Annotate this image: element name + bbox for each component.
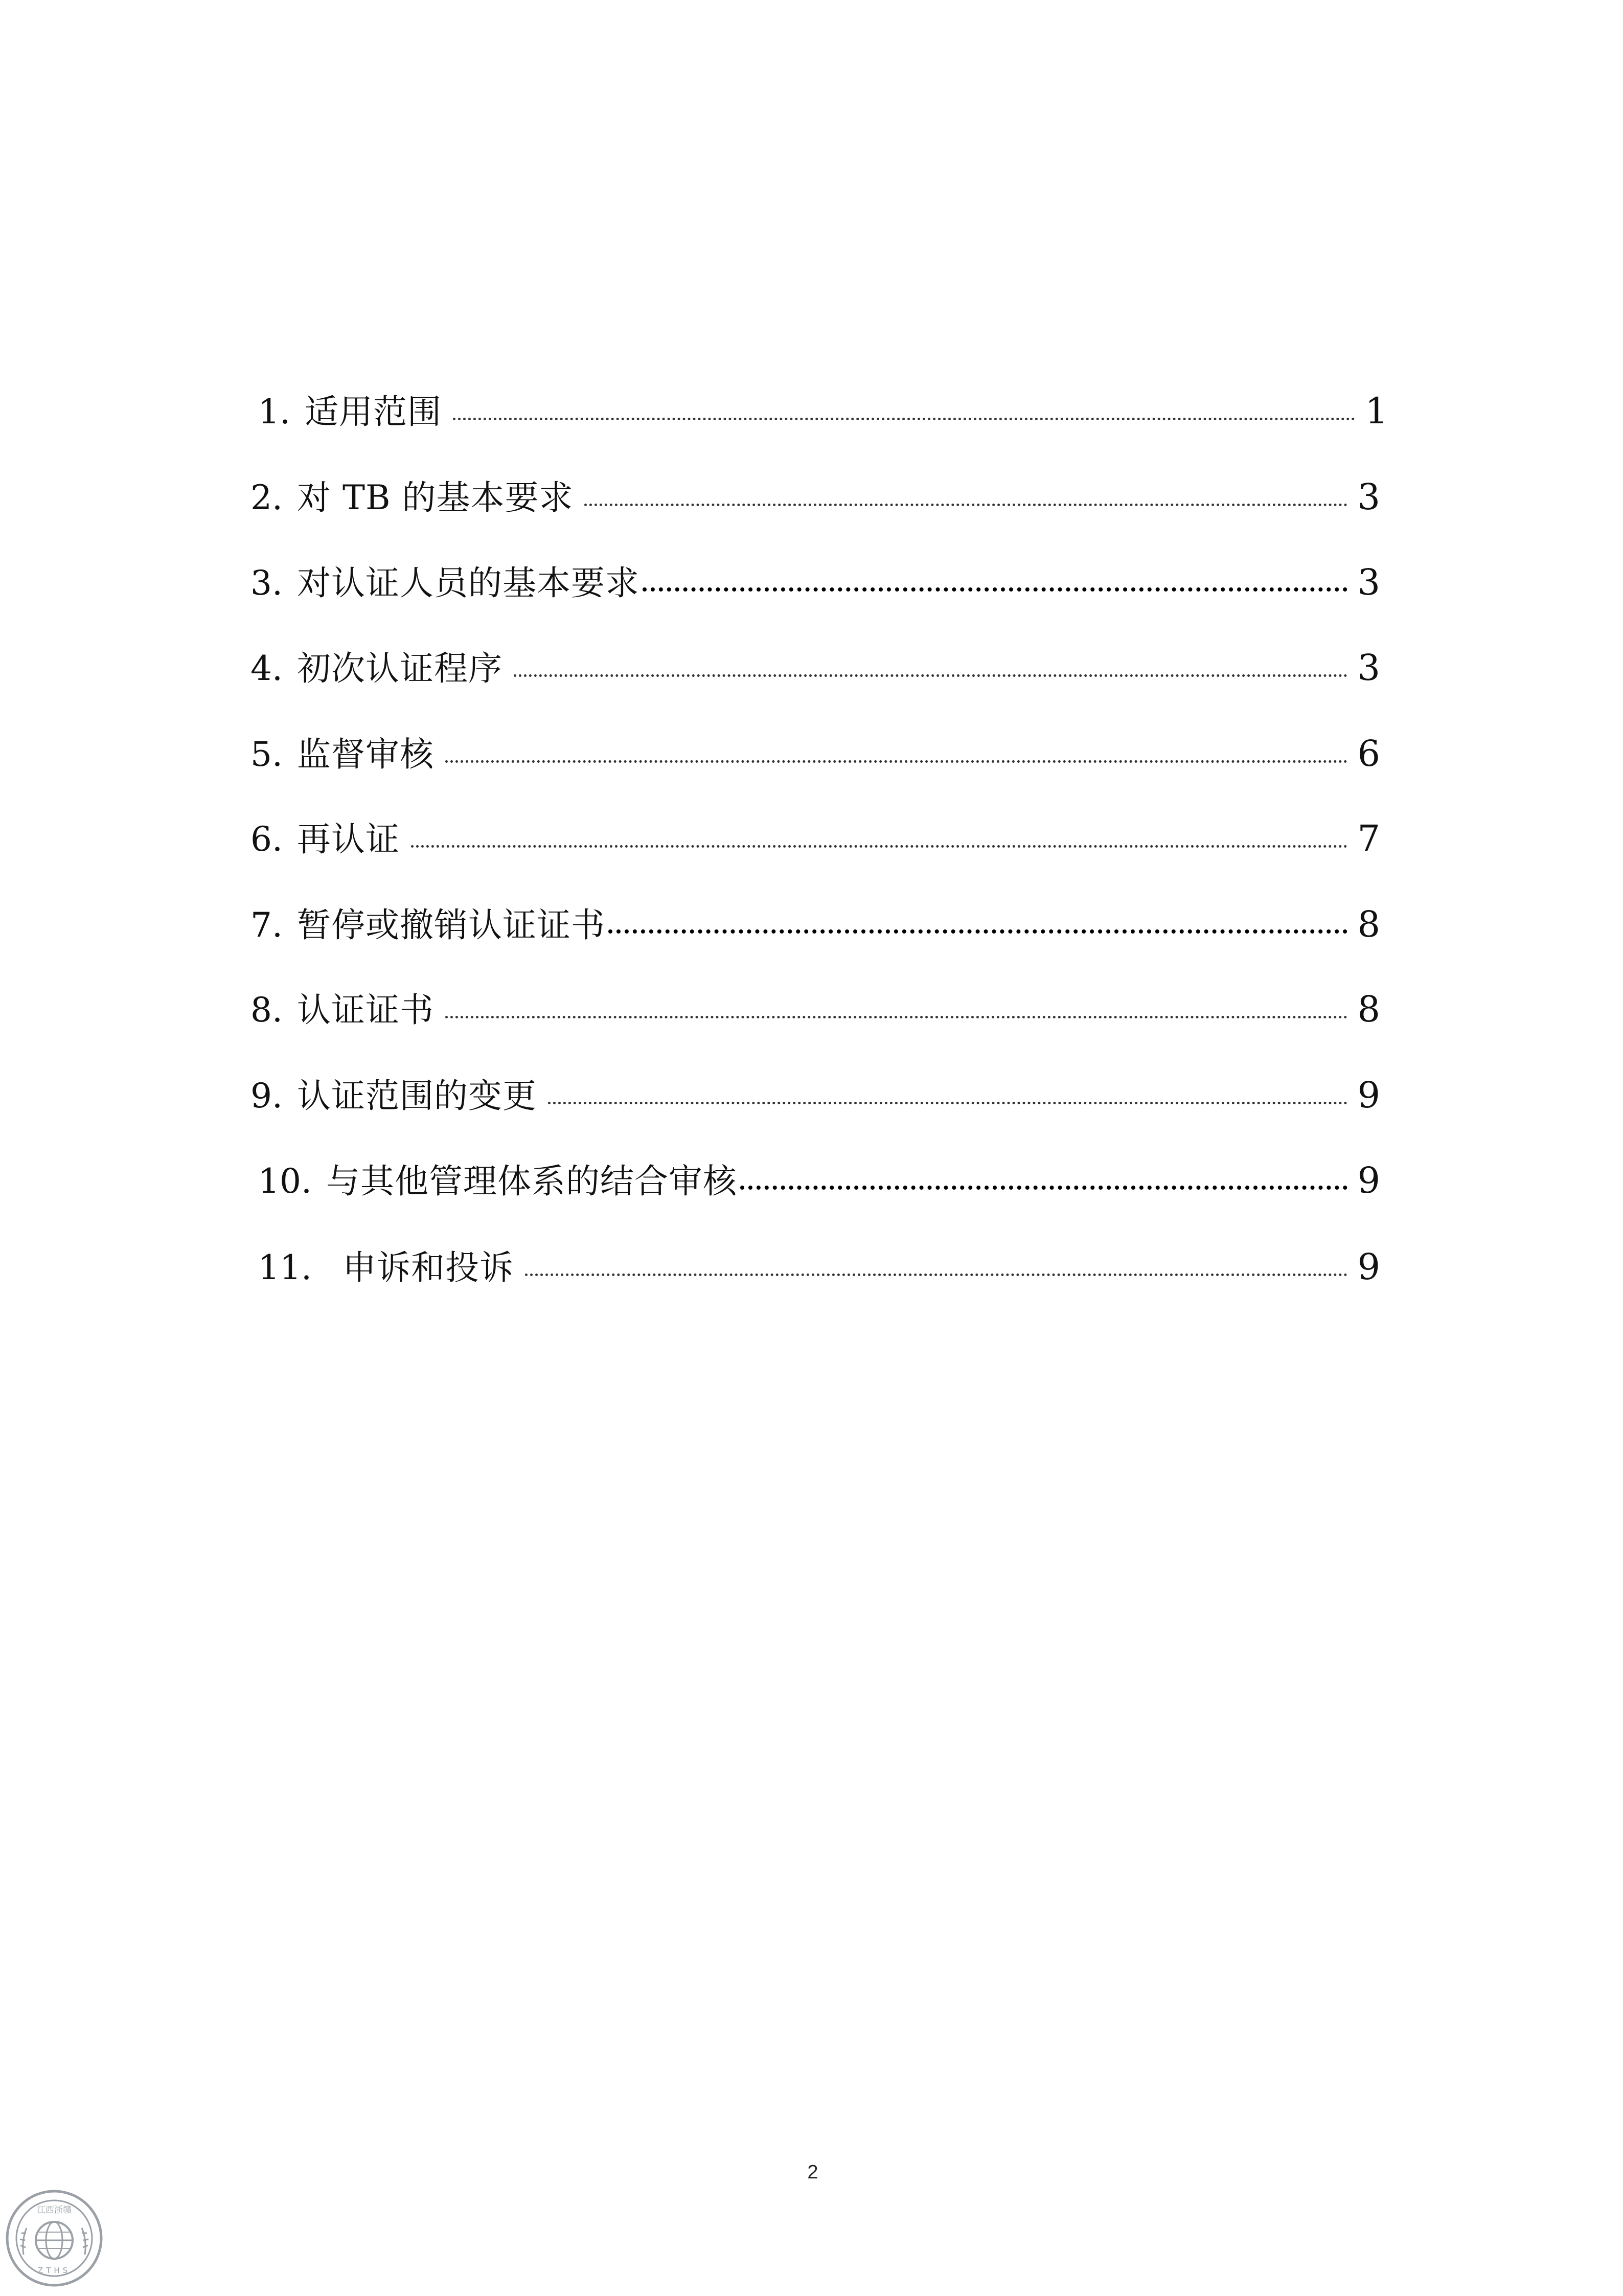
seal-top-text: 江西浙赣 <box>37 2205 72 2215</box>
page-number: 2 <box>807 2162 818 2183</box>
dot-leader <box>584 504 1347 506</box>
toc-entry-title: 再认证 <box>296 820 400 859</box>
toc-entry-number: 5. <box>250 735 283 774</box>
toc-entry-3[interactable] <box>250 557 1380 608</box>
toc-entry-page: 3 <box>1357 561 1380 603</box>
toc-entry-11[interactable] <box>258 1241 1380 1292</box>
toc-entry-4[interactable] <box>250 642 1380 693</box>
seal-bottom-text: ZTHS <box>37 2266 71 2275</box>
toc-entry-page: 1 <box>1365 390 1388 432</box>
dot-leader <box>514 674 1347 677</box>
toc-entry-title: 与其他管理体系的结合审核 <box>326 1162 737 1201</box>
toc-entry-page: 9 <box>1357 1246 1380 1288</box>
toc-entry-page: 8 <box>1357 988 1380 1030</box>
dot-leader <box>740 1186 1347 1190</box>
dot-leader <box>525 1274 1347 1276</box>
toc-entry-10[interactable] <box>258 1155 1380 1206</box>
toc-entry-page: 6 <box>1357 733 1380 775</box>
toc-entry-title: 认证证书 <box>296 990 434 1030</box>
toc-entry-number: 6. <box>250 820 283 859</box>
toc-entry-number: 3. <box>250 563 283 603</box>
toc-entry-5[interactable] <box>250 728 1380 779</box>
toc-entry-number: 9. <box>250 1076 283 1116</box>
dot-leader <box>445 1016 1347 1018</box>
toc-entry-7[interactable] <box>250 899 1380 950</box>
toc-entry-title: 申诉和投诉 <box>342 1248 514 1287</box>
organization-seal-icon <box>3 2187 105 2289</box>
toc-entry-6[interactable] <box>250 813 1380 864</box>
toc-entry-1[interactable] <box>258 385 1388 437</box>
toc-entry-page: 9 <box>1357 1160 1380 1201</box>
toc-entry-title: 对 TB 的基本要求 <box>296 478 574 517</box>
toc-entry-page: 7 <box>1357 817 1380 859</box>
dot-leader <box>411 845 1347 848</box>
toc-entry-9[interactable] <box>250 1070 1380 1121</box>
toc-entry-page: 3 <box>1357 476 1380 518</box>
toc-entry-title: 监督审核 <box>296 735 434 774</box>
toc-entry-title: 初次认证程序 <box>296 649 502 688</box>
toc-entry-page: 9 <box>1357 1074 1380 1116</box>
dot-leader <box>445 760 1347 763</box>
toc-entry-title: 适用范围 <box>304 392 442 431</box>
toc-entry-number: 1. <box>258 392 290 431</box>
toc-entry-number: 4. <box>250 649 283 688</box>
dot-leader <box>548 1102 1347 1104</box>
dot-leader <box>643 587 1347 592</box>
toc-entry-8[interactable] <box>250 984 1380 1035</box>
toc-entry-page: 8 <box>1357 903 1380 945</box>
toc-entry-number: 7. <box>250 905 283 945</box>
toc-entry-title: 暂停或撤销认证证书 <box>296 905 605 945</box>
toc-entry-number: 8. <box>250 990 283 1030</box>
toc-entry-number: 2. <box>250 478 283 517</box>
dot-leader <box>608 929 1347 934</box>
toc-entry-2[interactable] <box>250 471 1380 522</box>
toc-entry-number: 10. <box>258 1162 312 1201</box>
toc-entry-page: 3 <box>1357 647 1380 689</box>
toc-entry-number: 11. <box>258 1248 312 1287</box>
toc-entry-title: 认证范围的变更 <box>296 1076 537 1116</box>
dot-leader <box>453 418 1355 420</box>
toc-entry-title: 对认证人员的基本要求 <box>296 563 639 603</box>
